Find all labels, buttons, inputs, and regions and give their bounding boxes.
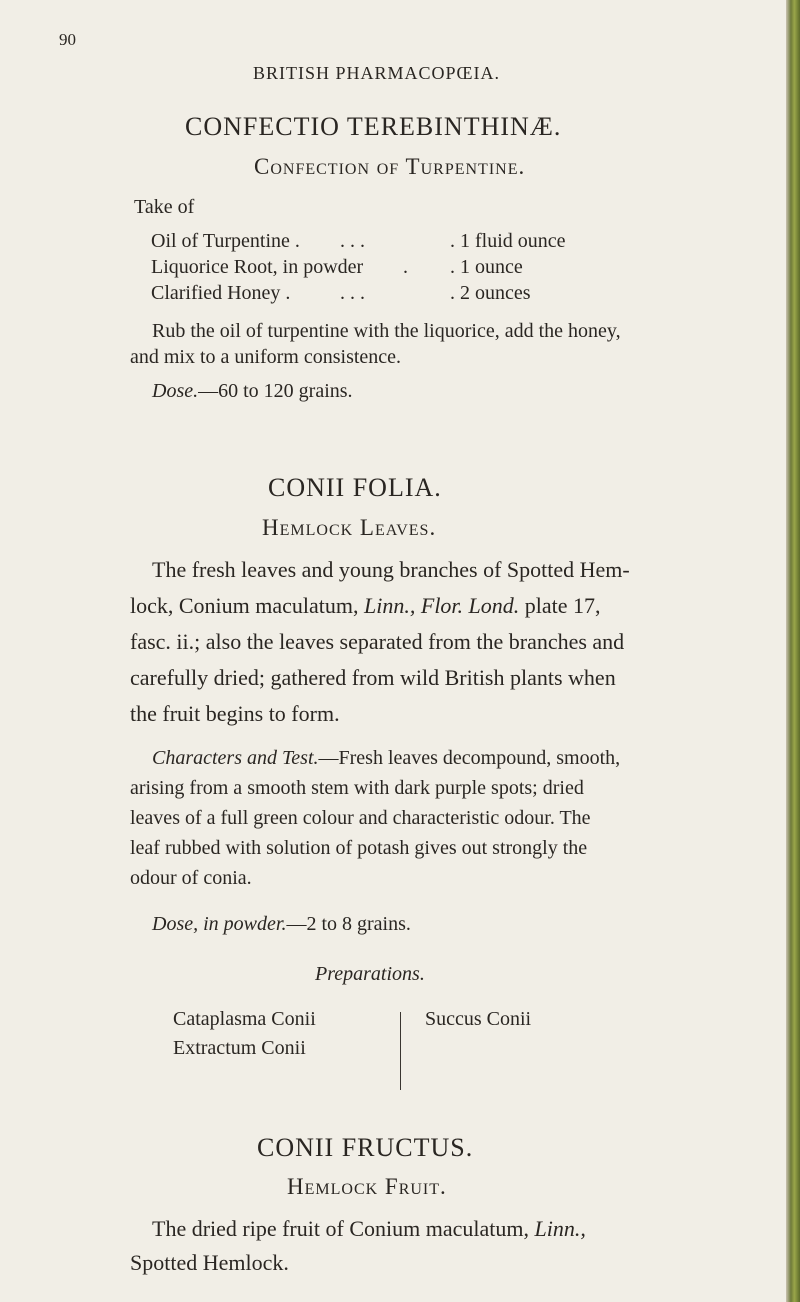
dose-line	[152, 913, 411, 936]
ingredient-name: Clarified Honey .	[151, 282, 291, 304]
description-line: the fruit begins to form.	[130, 701, 340, 726]
take-of-label: Take of	[134, 196, 195, 218]
dose-value: —2 to 8 grains.	[286, 913, 411, 935]
page-number: 90	[59, 30, 76, 49]
section-title-confectio: CONFECTIO TEREBINTHINÆ.	[185, 112, 562, 141]
preparation-item: Cataplasma Conii	[173, 1008, 316, 1030]
characters-line: odour of conia.	[130, 867, 252, 889]
running-title: BRITISH PHARMACOPŒIA.	[253, 63, 501, 83]
characters-label: Characters and Test.	[152, 747, 319, 769]
section-subtitle-hemlock-leaves: Hemlock Leaves.	[262, 515, 437, 540]
fruit-description-line: The dried ripe fruit of Conium maculatum, Linn.,	[152, 1216, 586, 1241]
ingredient-amount: . 2 ounces	[450, 282, 531, 304]
ingredient-amount: . 1 fluid ounce	[450, 230, 566, 252]
dose-label: Dose.	[152, 380, 199, 402]
ingredient-dots: .	[403, 256, 408, 278]
section-subtitle-confection: Confection of Turpentine.	[254, 154, 526, 179]
ingredient-dots: . . .	[340, 282, 365, 304]
description-line: The fresh leaves and young branches of Spotted Hem-	[152, 557, 630, 582]
description-line: fasc. ii.; also the leaves separated from the branches and	[130, 629, 625, 654]
ingredient-name: Liquorice Root, in powder	[151, 256, 364, 278]
ingredient-dots: . . .	[340, 230, 365, 252]
ingredient-amount: . 1 ounce	[450, 256, 523, 278]
page-edge	[786, 0, 800, 1302]
section-title-conii-fructus: CONII FRUCTUS.	[257, 1133, 474, 1162]
fruit-description-line: Spotted Hemlock.	[130, 1250, 289, 1275]
ingredient-name: Oil of Turpentine .	[151, 230, 300, 252]
dose-value: —60 to 120 grains.	[198, 380, 353, 402]
dose-label: Dose, in powder.	[152, 913, 287, 935]
preparations-label: Preparations.	[315, 963, 425, 985]
preparation-item: Extractum Conii	[173, 1037, 306, 1059]
method-line: and mix to a uniform consistence.	[130, 346, 402, 368]
method-line: Rub the oil of turpentine with the liquorice, add the honey,	[152, 320, 621, 342]
linnaeus-reference: Linn.,	[534, 1216, 586, 1241]
preparations-divider	[400, 1012, 401, 1090]
section-title-conii-folia: CONII FOLIA.	[268, 473, 442, 502]
characters-line: leaf rubbed with solution of potash gives out strongly the	[130, 837, 588, 859]
characters-line: leaves of a full green colour and characteristic odour. The	[130, 807, 591, 829]
characters-line: Characters and Test.—Fresh leaves decompound, smooth,	[152, 747, 621, 769]
characters-line: arising from a smooth stem with dark purple spots; dried	[130, 777, 584, 799]
description-line: lock, Conium maculatum, Linn., Flor. Lond. plate 17,	[130, 593, 601, 618]
section-subtitle-hemlock-fruit: Hemlock Fruit.	[287, 1174, 447, 1199]
preparation-item: Succus Conii	[425, 1008, 532, 1030]
dose-line	[152, 380, 353, 403]
linnaeus-reference: Linn., Flor. Lond.	[364, 593, 520, 618]
description-line: carefully dried; gathered from wild British plants when	[130, 665, 616, 690]
